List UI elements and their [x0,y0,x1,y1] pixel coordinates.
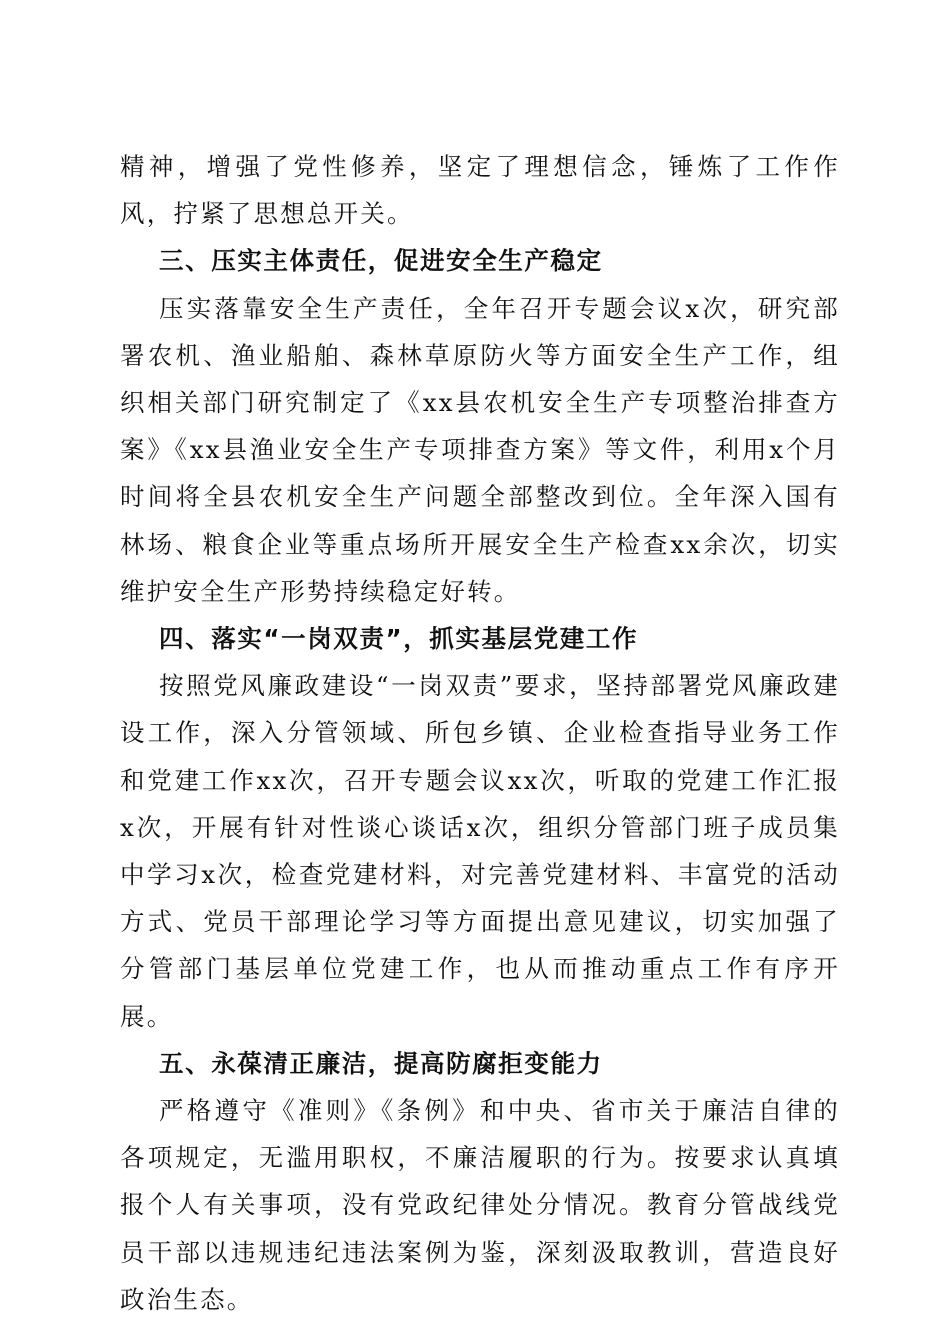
paragraph-integrity: 严格遵守《准则》《条例》和中央、省市关于廉洁自律的各项规定，无滥用职权，不廉洁履职的行为。按要求认真填报个人有关事项，没有党政纪律处分情况。教育分管战线党员干部以违规违纪违法案例为鉴，深刻汲取教训，营造良好政治生态。 [120,1096,840,1314]
section-heading-5: 五、永葆清正廉洁，提高防腐拒变能力 [159,1048,603,1078]
paragraph-safety-production: 压实落靠安全生产责任，全年召开专题会议x次，研究部署农机、渔业船舶、森林草原防火等方面安全生产工作，组织相关部门研究制定了《xx县农机安全生产专项整治排查方案》《xx县渔业安全生产专项排查方案》等文件，利用x个月时间将全县农机安全生产问题全部整改到位。全年深入国有林场、粮食企业等重点场所开展安全生产检查xx余次，切实维护安全生产形势持续稳定好转。 [120,293,840,606]
section-heading-4: 四、落实“一岗双责”，抓实基层党建工作 [159,624,639,654]
paragraph-party-building: 按照党风廉政建设“一岗双责”要求，坚持部署党风廉政建设工作，深入分管领域、所包乡镇、企业检查指导业务工作和党建工作xx次，召开专题会议xx次，听取的党建工作汇报x次，开展有针对性谈心谈话x次，组织分管部门班子成员集中学习x次，检查党建材料，对完善党建材料、丰富党的活动方式、党员干部理论学习等方面提出意见建议，切实加强了分管部门基层单位党建工作，也从而推动重点工作有序开展。 [120,671,840,1031]
paragraph-continued: 精神，增强了党性修养，坚定了理想信念，锤炼了工作作风，拧紧了思想总开关。 [120,152,840,229]
document-body [120,143,840,1323]
section-heading-3: 三、压实主体责任，促进安全生产稳定 [159,246,603,276]
